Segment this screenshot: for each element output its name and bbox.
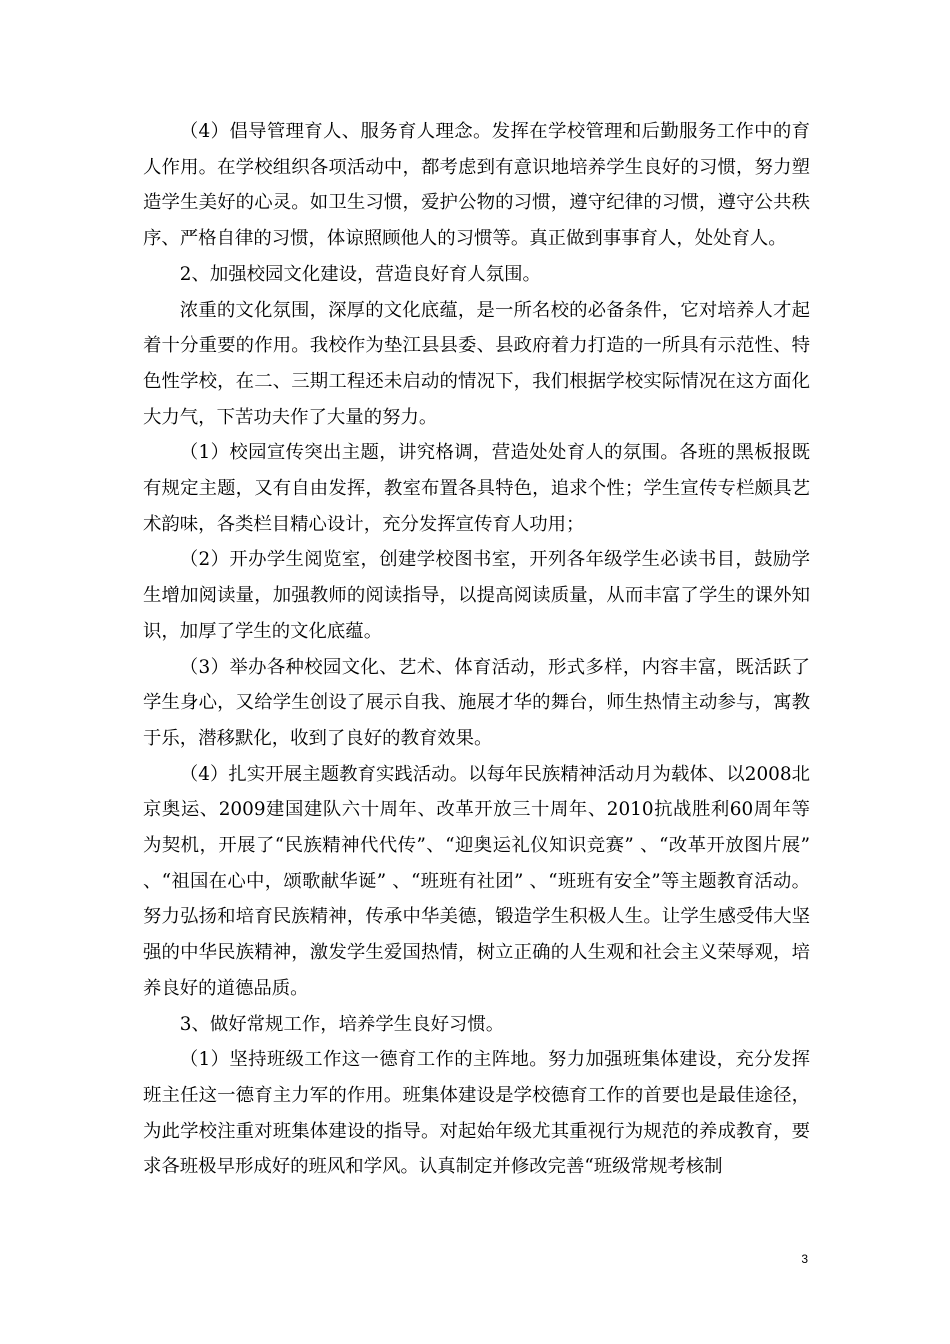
paragraph-management-education: （4）倡导管理育人、服务育人理念。发挥在学校管理和后勤服务工作中的育人作用。在学校组织各项活动中，都考虑到有意识地培养学生良好的习惯，努力塑造学生美好的心灵。如卫生习惯，爱护公物的习惯，遵守纪律的习惯，遵守公共秩序、严格自律的习惯，体谅照顾他人的习惯等。真正做到事事育人，处处育人。: [143, 121, 810, 250]
section-heading-routine-work: 3、做好常规工作，培养学生良好习惯。: [179, 1013, 505, 1035]
document-body: [143, 114, 810, 1185]
paragraph-cultural-atmosphere: 浓重的文化氛围，深厚的文化底蕴，是一所名校的必备条件，它对培养人才起着十分重要的作用。我校作为垫江县县委、县政府着力打造的一所具有示范性、特色性学校，在二、三期工程还未启动的情况下，我们根据学校实际情况在这方面化大力气，下苦功夫作了大量的努力。: [143, 299, 810, 428]
section-heading-campus-culture: 2、加强校园文化建设，营造良好育人氛围。: [179, 263, 541, 285]
paragraph-reading-room: （2）开办学生阅览室，创建学校图书室，开列各年级学生必读书目，鼓励学生增加阅读量，加强教师的阅读指导，以提高阅读质量，从而丰富了学生的课外知识，加厚了学生的文化底蕴。: [143, 549, 810, 642]
paragraph-class-work: （1）坚持班级工作这一德育工作的主阵地。努力加强班集体建设，充分发挥班主任这一德育主力军的作用。班集体建设是学校德育工作的首要也是最佳途径，为此学校注重对班集体建设的指导。对起始年级尤其重视行为规范的养成教育，要求各班极早形成好的班风和学风。认真制定并修改完善“班级常规考核制: [143, 1049, 810, 1178]
paragraph-campus-publicity: （1）校园宣传突出主题，讲究格调，营造处处育人的氛围。各班的黑板报既有规定主题，又有自由发挥，教室布置各具特色，追求个性；学生宣传专栏颇具艺术韵味，各类栏目精心设计，充分发挥宣传育人功用；: [143, 442, 810, 535]
page-number: 3: [801, 1252, 808, 1266]
paragraph-campus-activities: （3）举办各种校园文化、艺术、体育活动，形式多样，内容丰富，既活跃了学生身心，又给学生创设了展示自我、施展才华的舞台，师生热情主动参与，寓教于乐，潜移默化，收到了良好的教育效果。: [143, 656, 810, 749]
paragraph-theme-education: （4）扎实开展主题教育实践活动。以每年民族精神活动月为载体、以2008北京奥运、2009建国建队六十周年、改革开放三十周年、2010抗战胜利60周年等为契机，开展了“民族精神代代传”、“迎奥运礼仪知识竞赛” 、“改革开放图片展” 、“祖国在心中，颂歌献华诞” 、“班班有社团” 、“班班有安全”等主题教育活动。努力弘扬和培育民族精神，传承中华美德，锻造学生积极人生。让学生感受伟大坚强的中华民族精神，激发学生爱国热情，树立正确的人生观和社会主义荣辱观，培养良好的道德品质。: [143, 763, 810, 999]
